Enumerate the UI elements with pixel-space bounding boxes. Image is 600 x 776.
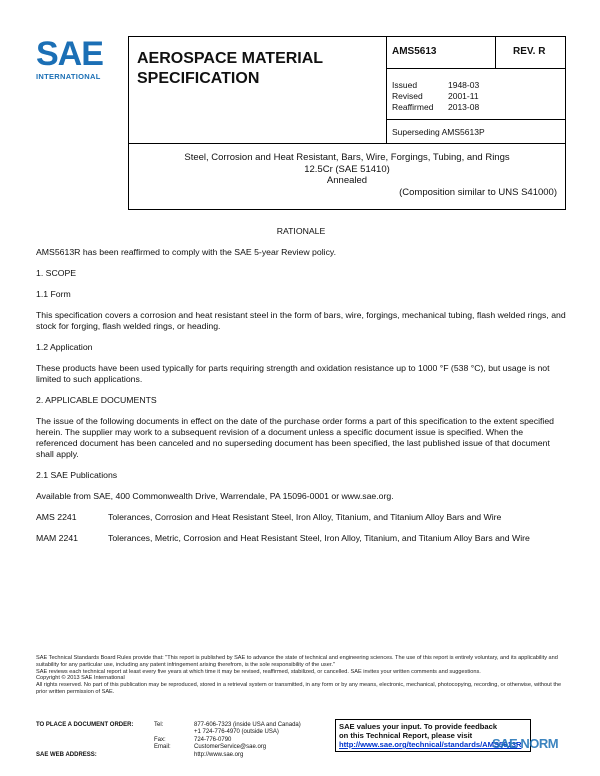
- email-link[interactable]: CustomerService@sae.org: [194, 744, 267, 751]
- sae-logo: [36, 36, 116, 82]
- section-1-1-heading: 1.1 Form: [36, 289, 71, 299]
- footer-rights-text: All rights reserved. No part of this publication may be reproduced, stored in a retrieval system or transmitted, in any form or by any means, electronic, mechanical, photocopying, recording, or otherwise, without the prior written permission of SAE.: [36, 682, 562, 695]
- tel-outside: +1 724-776-4970 (outside USA): [194, 729, 279, 736]
- reference-title: Tolerances, Metric, Corrosion and Heat Resistant Steel, Iron Alloy, Titanium, and Titanium Alloy Bars and Wire: [108, 533, 530, 543]
- issued-date: 1948-03: [448, 80, 480, 90]
- issued-label: Issued: [392, 80, 418, 90]
- subject-line-3: Annealed: [326, 175, 368, 186]
- subject-box: [128, 144, 566, 210]
- footer-copyright: Copyright © 2013 SAE International: [36, 675, 125, 682]
- reaffirmed-label: Reaffirmed: [392, 102, 434, 112]
- revised-label: Revised: [392, 91, 423, 101]
- header-block: [128, 36, 566, 144]
- section-2-1-heading: 2.1 SAE Publications: [36, 470, 118, 480]
- divider: [495, 37, 496, 68]
- section-2-heading: 2. APPLICABLE DOCUMENTS: [36, 395, 157, 405]
- divider: [386, 68, 566, 69]
- divider: [386, 119, 566, 120]
- email-label: Email:: [154, 744, 171, 751]
- reference-code: MAM 2241: [36, 533, 79, 543]
- subject-line-4: (Composition similar to UNS S41000): [399, 186, 557, 198]
- subject-line-1: Steel, Corrosion and Heat Resistant, Bars, Wire, Forgings, Tubing, and Rings: [184, 152, 510, 163]
- legal-footer: [36, 655, 566, 696]
- subject-line-2: 12.5Cr (SAE 51410): [304, 163, 390, 175]
- fax-number: 724-776-0790: [194, 736, 232, 743]
- order-contact-block: [36, 722, 301, 759]
- title-line-1: AEROSPACE MATERIAL: [137, 50, 324, 67]
- footer-review-text: SAE reviews each technical report at least every five years at which time it may be revised, reaffirmed, stabilized, or cancelled. SAE invites your written comments and suggestions.: [36, 668, 481, 675]
- footer-rules-text: SAE Technical Standards Board Rules provide that: "This report is published by SAE to advance the state of technical and engineering sciences. The use of this report is entirely voluntary, and its applicability and suitability for any particular use, including any patent infringement arising therefrom, is the sole responsibility of the user.": [36, 655, 558, 668]
- section-1-2-heading: 1.2 Application: [36, 342, 93, 352]
- reference-entry: [36, 533, 566, 544]
- revision-label: REV. R: [513, 46, 546, 57]
- tel-label: Tel:: [154, 722, 164, 728]
- logo-brand: SAE: [36, 35, 103, 73]
- feedback-line-1: SAE values your input. To provide feedback: [339, 722, 498, 731]
- order-label: TO PLACE A DOCUMENT ORDER:: [36, 722, 134, 728]
- section-1-heading: 1. SCOPE: [36, 268, 77, 278]
- date-block: [392, 80, 479, 113]
- reference-entry: [36, 512, 566, 523]
- logo-subtitle: INTERNATIONAL: [36, 72, 101, 81]
- feedback-link[interactable]: http://www.sae.org/technical/standards/AMS5613R: [339, 740, 522, 749]
- revised-date: 2001-11: [448, 91, 479, 101]
- section-1-2-text: These products have been used typically for parts requiring strength and oxidation resistance up to 1000 °F (538 °C), but usage is not limited to such applications.: [36, 363, 550, 384]
- document-number: AMS5613: [392, 46, 437, 57]
- reaffirmed-date: 2013-08: [448, 102, 480, 112]
- section-2-text: The issue of the following documents in effect on the date of the purchase order forms a part of this specification to the extent specified herein. The supplier may work to a subsequent revision of a document unless a specific document issue is specified. When the referenced document has been canceled and no superseding document has been specified, the last published issue of that document shall apply.: [36, 416, 555, 459]
- superseding-note: Superseding AMS5613P: [392, 127, 485, 137]
- title-line-2: SPECIFICATION: [137, 70, 260, 87]
- section-2-1-text: Available from SAE, 400 Commonwealth Drive, Warrendale, PA 15096-0001 or www.sae.org.: [36, 491, 394, 501]
- watermark-logo: SAE NORM: [492, 736, 559, 751]
- feedback-line-2: on this Technical Report, please visit: [339, 731, 473, 740]
- web-label: SAE WEB ADDRESS:: [36, 751, 97, 758]
- reference-code: AMS 2241: [36, 512, 77, 522]
- divider: [386, 37, 387, 143]
- document-body: [36, 226, 566, 544]
- document-type-title: [137, 49, 323, 89]
- web-link[interactable]: http://www.sae.org: [194, 751, 244, 758]
- rationale-heading: RATIONALE: [276, 226, 326, 236]
- fax-label: Fax:: [154, 736, 166, 743]
- reference-title: Tolerances, Corrosion and Heat Resistant Steel, Iron Alloy, Titanium, and Titanium Alloy Bars and Wire: [108, 512, 502, 522]
- rationale-text: AMS5613R has been reaffirmed to comply with the SAE 5-year Review policy.: [36, 247, 337, 257]
- tel-inside: 877-606-7323 (inside USA and Canada): [194, 722, 301, 728]
- section-1-1-text: This specification covers a corrosion and heat resistant steel in the form of bars, wire, forgings, mechanical tubing, flash welded rings, and stock for forging, flash welded rings, or heading.: [36, 310, 566, 331]
